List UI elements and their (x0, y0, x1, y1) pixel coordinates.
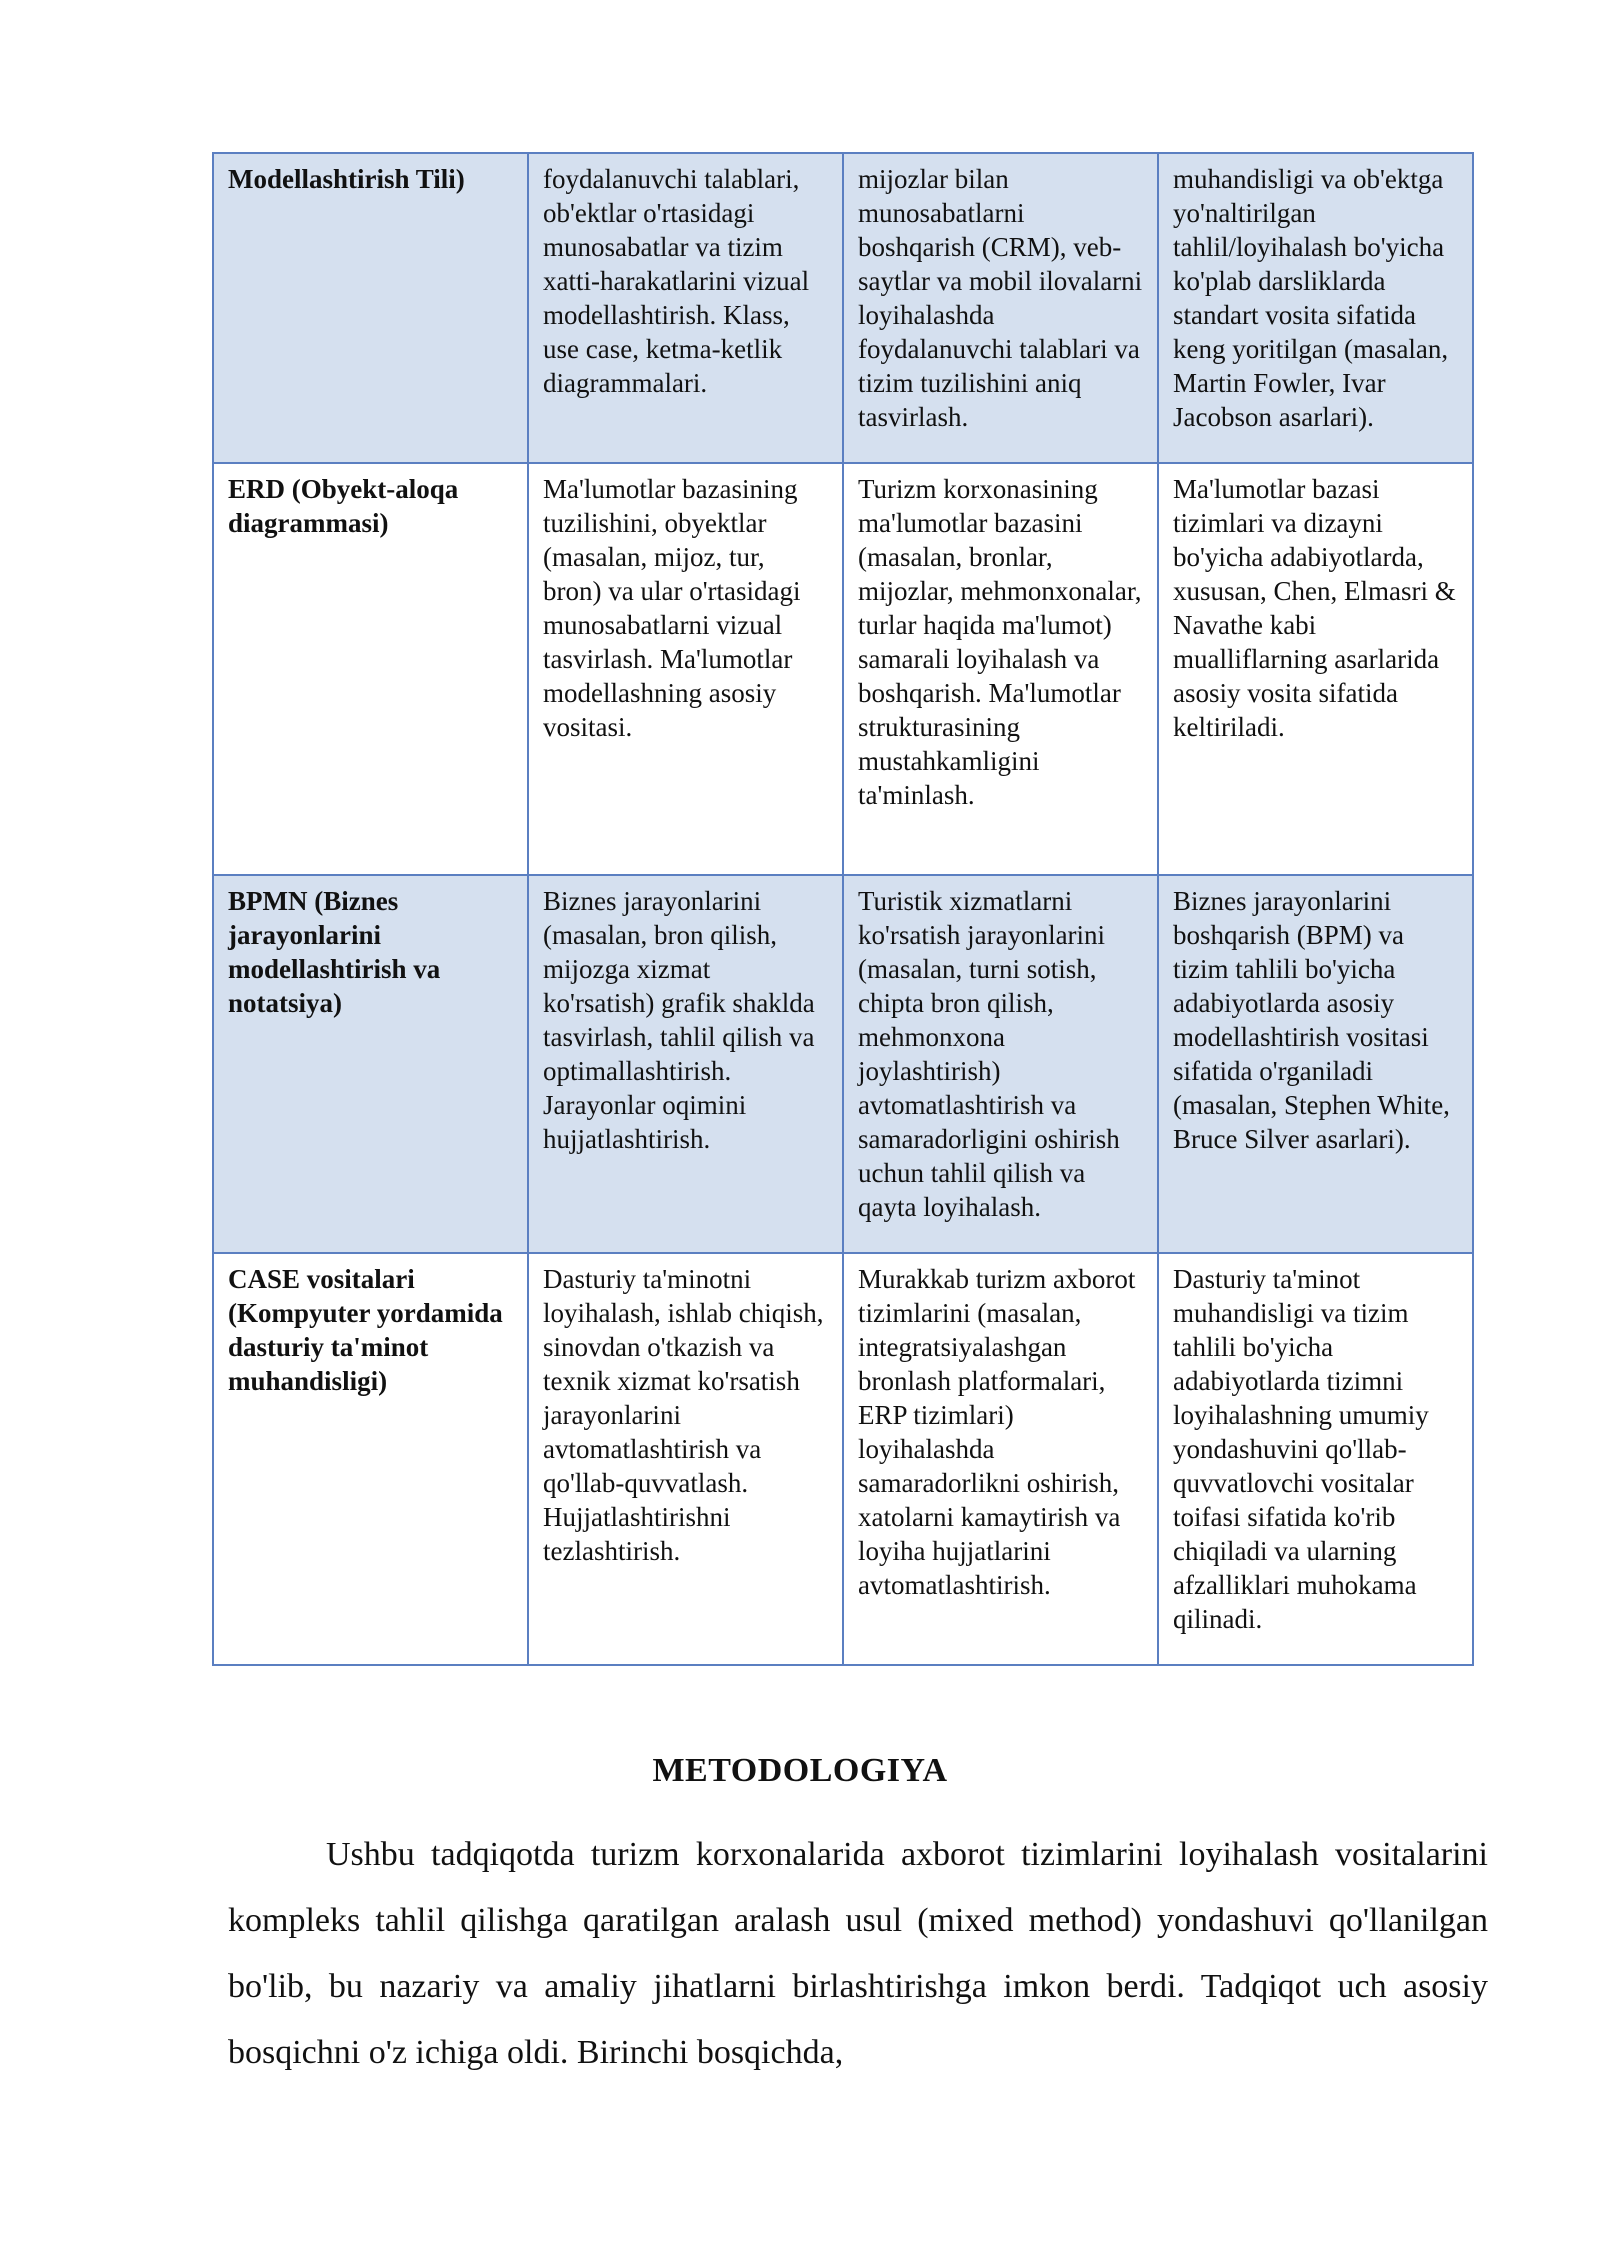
tool-literature-cell: Dasturiy ta'minot muhandisligi va tizim tahlili bo'yicha adabiyotlarda tizimni loyihalashning umumiy yondashuvini qo'llab-quvvatlovchi vositalar toifasi sifatida ko'rib chiqiladi va ularning afzalliklari muhokama qilinadi. (1158, 1253, 1473, 1665)
body-paragraph: Ushbu tadqiqotda turizm korxonalarida axborot tizimlarini loyihalash vositalarini kompleks tahlil qilishga qaratilgan aralash usul (mixed method) yondashuvi qo'llanilgan bo'lib, bu nazariy va amaliy jihatlarni birlashtirishga imkon berdi. Tadqiqot uch asosiy bosqichni o'z ichiga oldi. Birinchi bosqichda, (228, 1836, 1488, 2071)
tools-comparison-table (212, 152, 1474, 1666)
tool-name-cell: ERD (Obyekt-aloqa diagrammasi) (213, 463, 528, 875)
tool-purpose-cell: Dasturiy ta'minotni loyihalash, ishlab chiqish, sinovdan o'tkazish va texnik xizmat ko'rsatish jarayonlarini avtomatlashtirish va qo'llab-quvvatlash. Hujjatlashtirishni tezlashtirish. (528, 1253, 843, 1665)
tool-literature-cell: Biznes jarayonlarini boshqarish (BPM) va tizim tahlili bo'yicha adabiyotlarda asosiy modellashtirish vositasi sifatida o'rganiladi (masalan, Stephen White, Bruce Silver asarlari). (1158, 875, 1473, 1253)
table-row (213, 153, 1473, 463)
tool-name-cell: BPMN (Biznes jarayonlarini modellashtirish va notatsiya) (213, 875, 528, 1253)
tool-name-cell: Modellashtirish Tili) (213, 153, 528, 463)
tool-name-cell: CASE vositalari (Kompyuter yordamida dasturiy ta'minot muhandisligi) (213, 1253, 528, 1665)
table-row (213, 463, 1473, 875)
tool-purpose-cell: Ma'lumotlar bazasining tuzilishini, obyektlar (masalan, mijoz, tur, bron) va ular o'rtasidagi munosabatlarni vizual tasvirlash. Ma'lumotlar modellashning asosiy vositasi. (528, 463, 843, 875)
tool-purpose-cell: foydalanuvchi talablari, ob'ektlar o'rtasidagi munosabatlar va tizim xatti-harakatlarini vizual modellashtirish. Klass, use case, ketma-ketlik diagrammalari. (528, 153, 843, 463)
tool-application-cell: Turizm korxonasining ma'lumotlar bazasini (masalan, bronlar, mijozlar, mehmonxonalar, turlar haqida ma'lumot) samarali loyihalash va boshqarish. Ma'lumotlar strukturasining mustahkamligini ta'minlash. (843, 463, 1158, 875)
tool-purpose-cell: Biznes jarayonlarini (masalan, bron qilish, mijozga xizmat ko'rsatish) grafik shaklda tasvirlash, tahlil qilish va optimallashtirish. Jarayonlar oqimini hujjatlashtirish. (528, 875, 843, 1253)
table-row (213, 875, 1473, 1253)
tool-application-cell: mijozlar bilan munosabatlarni boshqarish (CRM), veb-saytlar va mobil ilovalarni loyihalashda foydalanuvchi talablari va tizim tuzilishini aniq tasvirlash. (843, 153, 1158, 463)
tool-literature-cell: Ma'lumotlar bazasi tizimlari va dizayni bo'yicha adabiyotlarda, xususan, Chen, Elmasri & Navathe kabi mualliflarning asarlarida asosiy vosita sifatida keltiriladi. (1158, 463, 1473, 875)
tool-application-cell: Turistik xizmatlarni ko'rsatish jarayonlarini (masalan, turni sotish, chipta bron qilish, mehmonxona joylashtirish) avtomatlashtirish va samaradorligini oshirish uchun tahlil qilish va qayta loyihalash. (843, 875, 1158, 1253)
tool-application-cell: Murakkab turizm axborot tizimlarini (masalan, integratsiyalashgan bronlash platformalari, ERP tizimlari) loyihalashda samaradorlikni oshirish, xatolarni kamaytirish va loyiha hujjatlarini avtomatlashtirish. (843, 1253, 1158, 1665)
table-row (213, 1253, 1473, 1665)
section-heading: METODOLOGIYA (652, 1752, 948, 1789)
tool-literature-cell: muhandisligi va ob'ektga yo'naltirilgan tahlil/loyihalash bo'yicha ko'plab darsliklarda standart vosita sifatida keng yoritilgan (masalan, Martin Fowler, Ivar Jacobson asarlari). (1158, 153, 1473, 463)
